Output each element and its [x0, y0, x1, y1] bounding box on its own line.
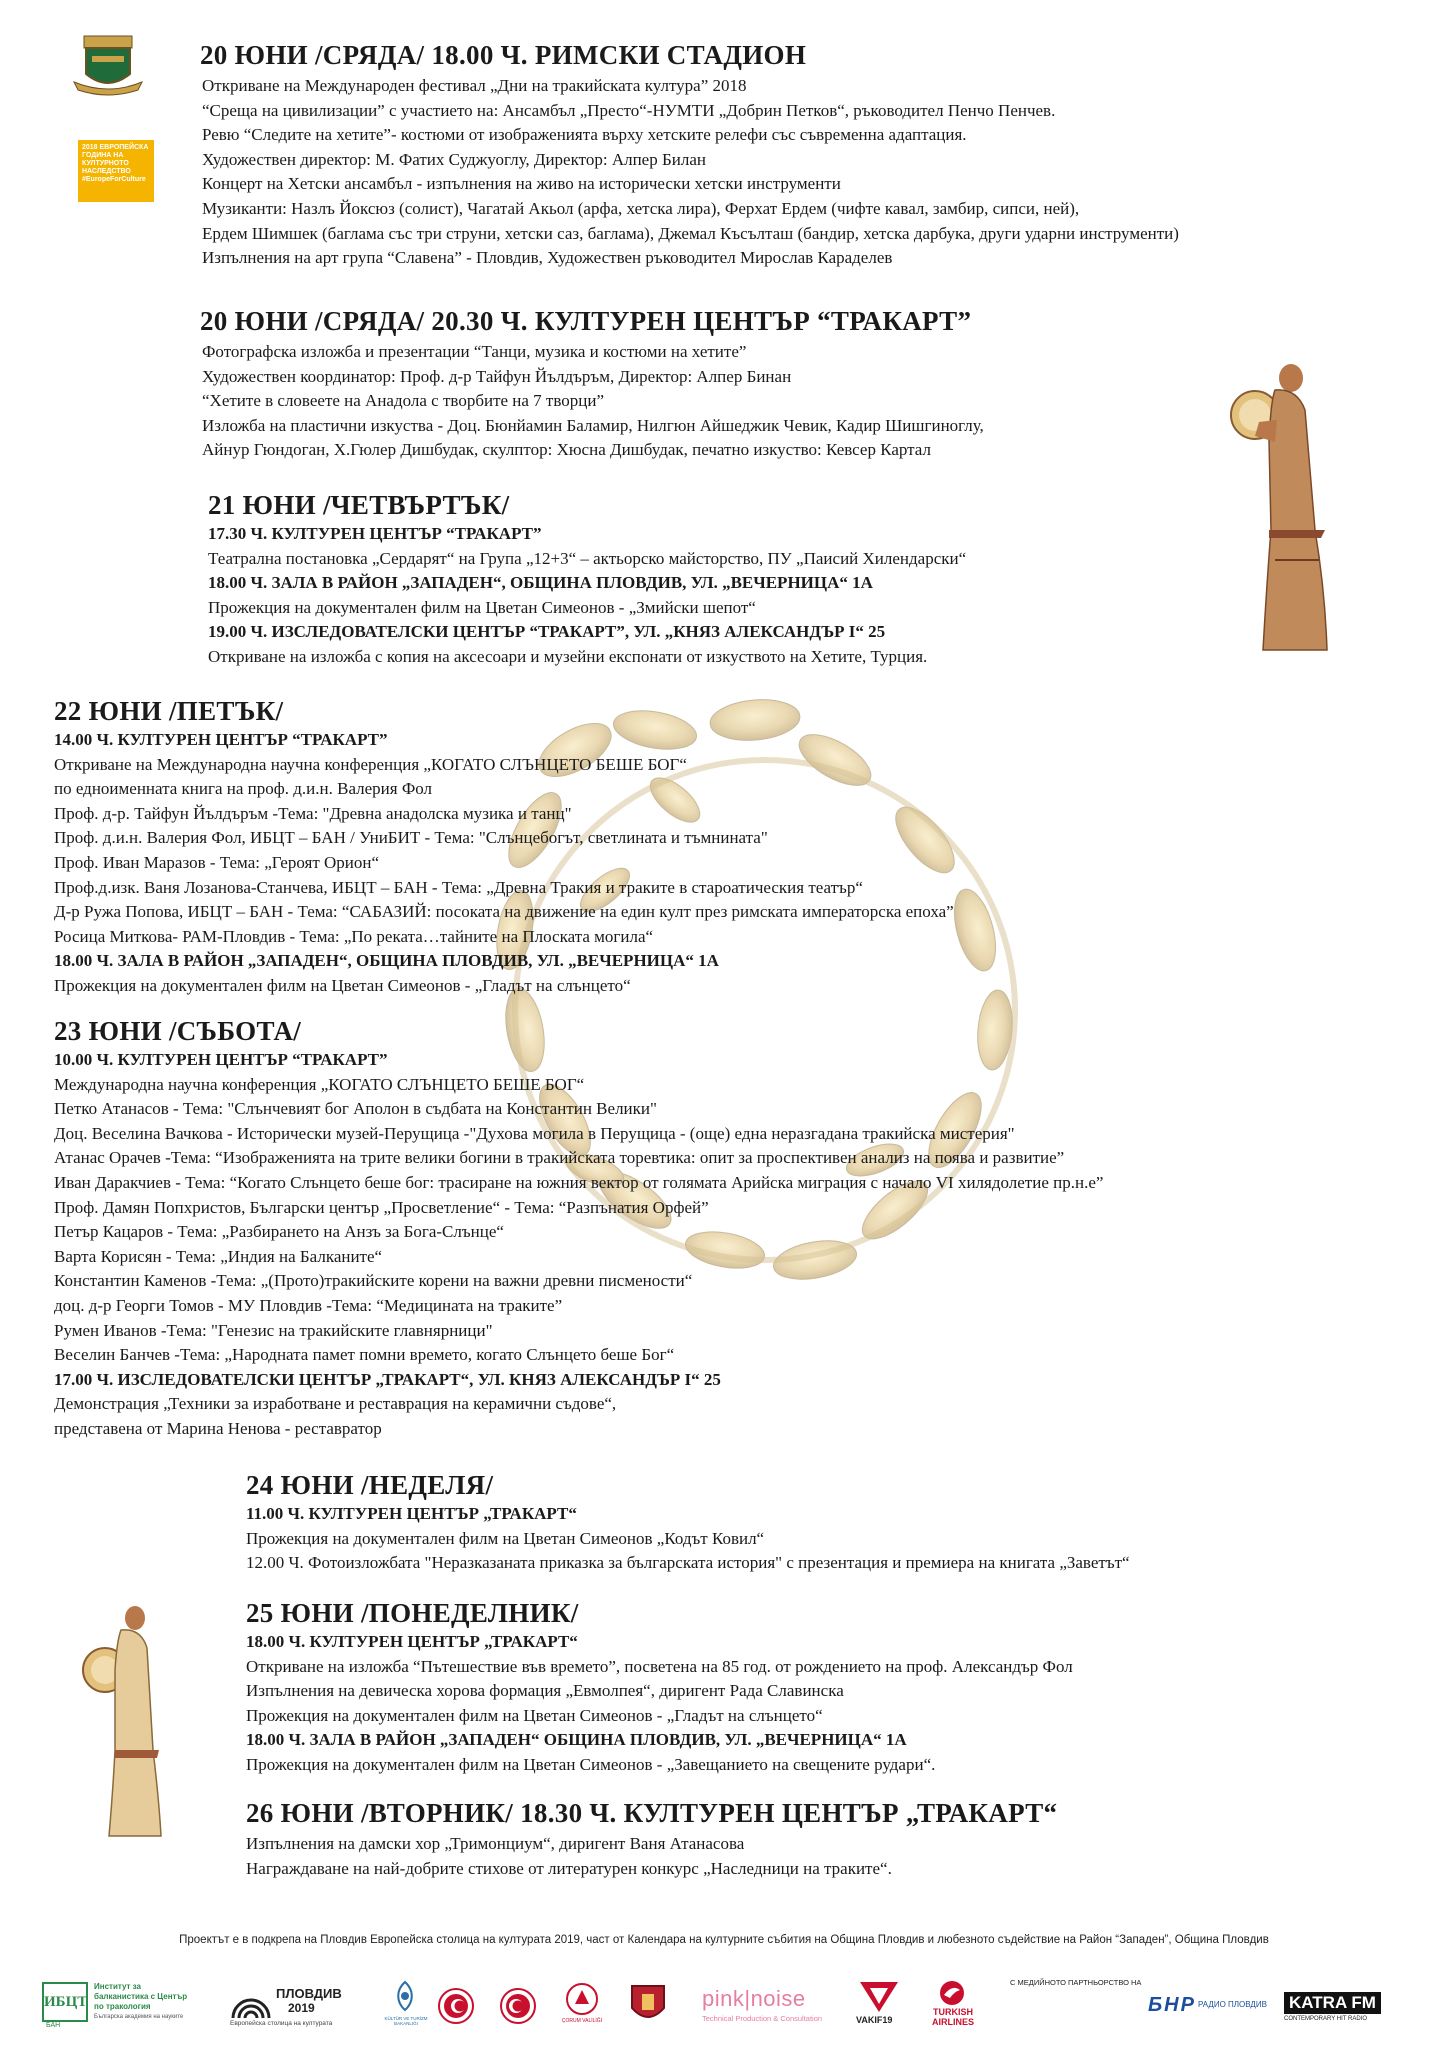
municipal-crest-icon: [624, 1980, 672, 2028]
ministry-label: KÜLTÜR VE TURİZM BAKANLIĞI: [384, 2016, 428, 2026]
event-line: Атанас Орачев -Тема: “Изображенията на трите велики богини в тракийската торевтика: опит за проспективен анализ на поява и развитие”: [54, 1148, 1065, 1168]
event-line: Откриване на Международен фестивал „Дни на тракийската култура” 2018: [202, 76, 747, 95]
event-line: Прожекция на документален филм на Цветан Симеонов „Кодът Ковил“: [246, 1528, 765, 1548]
turkish-airlines-logo: [918, 1980, 988, 2028]
plovdiv-sub: Европейска столица на културата: [230, 2020, 333, 2027]
ibct-monogram: [42, 1982, 88, 2022]
thracian-figure-small-image: [75, 1600, 175, 1840]
plovdiv-arc-icon: [230, 1988, 272, 2020]
section-body-jun23: [54, 1048, 1103, 1442]
section-heading-jun26: 26 ЮНИ /ВТОРНИК/ 18.30 Ч. КУЛТУРЕН ЦЕНТЪР „ТРАКАРТ“: [246, 1798, 1058, 1828]
katra-sub: CONTEMPORARY HIT RADIO: [1284, 2016, 1368, 2022]
section-heading-jun22: 22 ЮНИ /ПЕТЪК/: [54, 696, 284, 726]
event-line: Международна научна конференция „КОГАТО СЛЪНЦЕТО БЕШЕ БОГ“: [54, 1074, 585, 1094]
section-body-jun25: [246, 1630, 1073, 1778]
event-line: Откриване на изложба с копия на аксесоари и музейни експонати от изкуството на Хетите, Турция.: [208, 646, 928, 666]
ibct-short-label: ИБЦТ: [44, 1994, 88, 2010]
event-line: Ердем Шимшек (баглама със три струни, хетски саз, баглама), Джемал Късълташ (бандир, хетска дарбука, други ударни инструменти): [202, 223, 1179, 243]
ibct-sub: Българска академия на науките: [94, 2014, 184, 2020]
event-line: Художествен координатор: Проф. д-р Тайфун Йълдъръм, Директор: Алпер Бинан: [202, 366, 792, 386]
section-body-jun21: [208, 522, 966, 670]
ministry-culture-turkey-logo: [378, 1980, 434, 2028]
event-line: 18.00 Ч. ЗАЛА В РАЙОН „ЗАПАДЕН“, ОБЩИНА ПЛОВДИВ, УЛ. „ВЕЧЕРНИЦА“ 1А: [208, 573, 873, 593]
event-line: 17.30 Ч. КУЛТУРЕН ЦЕНТЪР “ТРАКАРТ”: [208, 524, 542, 543]
event-line: 10.00 Ч. КУЛТУРЕН ЦЕНТЪР “ТРАКАРТ”: [54, 1050, 388, 1069]
pinknoise-logo: [702, 1986, 832, 2028]
event-line: Театрална постановка „Сердарят“ на Група „12+3“ – актьорско майсторство, ПУ „Паисий Хилендарски“: [208, 548, 967, 568]
event-line: Изпълнения на арт група “Славена” - Пловдив, Художествен ръководител Мирослав Караделев: [202, 248, 893, 268]
ibct-logo: [42, 1982, 192, 2028]
event-line: Петър Кацаров - Тема: „Разбирането на Анзъ за Бога-Слънце“: [54, 1222, 504, 1242]
event-line: 11.00 Ч. КУЛТУРЕН ЦЕНТЪР „ТРАКАРТ“: [246, 1504, 577, 1523]
event-line: Росица Миткова- РАМ-Пловдив - Тема: „По реката…тайните на Плоската могила“: [54, 926, 654, 946]
turkish-airlines-bird-icon: [938, 1980, 966, 2006]
event-line: 12.00 Ч. Фотоизложбата "Неразказаната приказка за българската история" с презентация и премиера на книгата „Заветът“: [246, 1553, 1130, 1573]
event-line: 19.00 Ч. ИЗСЛЕДОВАТЕЛСКИ ЦЕНТЪР “ТРАКАРТ”, УЛ. „КНЯЗ АЛЕКСАНДЪР I“ 25: [208, 622, 886, 642]
section-heading-jun25: 25 ЮНИ /ПОНЕДЕЛНИК/: [246, 1598, 579, 1628]
event-line: Музиканти: Назлъ Йоксюз (солист), Чагатай Акьол (арфа, хетска лира), Ферхат Ердем (чифте кавал, замбир, сипси, ней),: [202, 198, 1080, 218]
vakif19-logo: [852, 1980, 906, 2028]
pinknoise-label: pink|noise: [702, 1986, 806, 2011]
event-line: Румен Иванов -Тема: "Генезис на тракийските главнярници": [54, 1320, 493, 1340]
pinknoise-sub: Technical Production & Consultation: [702, 2014, 823, 2023]
event-line: 14.00 Ч. КУЛТУРЕН ЦЕНТЪР “ТРАКАРТ”: [54, 730, 388, 749]
thracian-figure-with-tambourine-image: [1215, 360, 1345, 660]
section-heading-jun24: 24 ЮНИ /НЕДЕЛЯ/: [246, 1470, 494, 1500]
event-line: 18.00 Ч. ЗАЛА В РАЙОН „ЗАПАДЕН“ ОБЩИНА ПЛОВДИВ, УЛ. „ВЕЧЕРНИЦА“ 1А: [246, 1730, 907, 1750]
event-line: Прожекция на документален филм на Цветан Симеонов - „Гладът на слънцето“: [54, 975, 631, 995]
media-partner-label: С МЕДИЙНОТО ПАРТНЬОРСТВО НА: [1010, 1978, 1142, 1987]
turkish-emblem-icon-1: [438, 1988, 474, 2024]
section-heading-jun20-trakart: 20 ЮНИ /СРЯДА/ 20.30 Ч. КУЛТУРЕН ЦЕНТЪР “ТРАКАРТ”: [200, 306, 972, 336]
event-line: Демонстрация „Техники за изработване и реставрация на керамични съдове“,: [54, 1394, 617, 1414]
section-heading-jun21: 21 ЮНИ /ЧЕТВЪРТЪК/: [208, 490, 510, 520]
plovdiv-2019-logo: [230, 1984, 360, 2028]
section-body-jun24: [246, 1502, 1130, 1576]
event-line: Константин Каменов -Тема: „(Прото)тракийските корени на важни древни писмености“: [54, 1271, 693, 1291]
plovdiv-coat-of-arms-icon: [72, 34, 144, 98]
section-body-jun26: [246, 1832, 892, 1881]
event-line: Доц. Веселина Вачкова - Исторически музей-Перущица -"Духова могила в Перущица - (още) една неразгадана тракийска мистерия": [54, 1123, 1015, 1143]
event-line: Прожекция на документален филм на Цветан Симеонов - „Гладът на слънцето“: [246, 1705, 823, 1725]
event-line: 17.00 Ч. ИЗСЛЕДОВАТЕЛСКИ ЦЕНТЪР „ТРАКАРТ“, УЛ. КНЯЗ АЛЕКСАНДЪР I“ 25: [54, 1369, 721, 1389]
event-line: Изпълнения на девическа хорова формация „Евмолпея“, диригент Рада Славинска: [246, 1681, 844, 1701]
event-line: Проф. д.и.н. Валерия Фол, ИБЦТ – БАН / УниБИТ - Тема: "Слънцебогът, светлината и тъмнината": [54, 828, 768, 848]
footer-sponsorship-note: Проектът е в подкрепа на Пловдив Европейска столица на културата 2019, част от Календара на културните събития на Община Пловдив и любезното съдействие на Район “Западен”, Община Пловдив: [179, 1934, 1269, 1946]
event-line: Прожекция на документален филм на Цветан Симеонов - „Змийски шепот“: [208, 597, 756, 617]
event-line: “Среща на цивилизации” с участието на: Ансамбъл „Престо“-НУМТИ „Добрин Петков“, ръководител Пенчо Пенчев.: [202, 100, 1056, 120]
section-body-jun20-stadium: [202, 74, 1179, 271]
event-line: 18.00 Ч. КУЛТУРЕН ЦЕНТЪР „ТРАКАРТ“: [246, 1632, 578, 1651]
event-line: Проф. Дамян Попхристов, Български център „Просветление“ - Тема: “Разпънатия Орфей”: [54, 1197, 709, 1217]
plovdiv-year: 2019: [288, 2001, 315, 2015]
ecoc-badge-text: 2018 ЕВРОПЕЙСКА ГОДИНА НА КУЛТУРНОТО НАСЛЕДСТВО #EuropeForCulture: [82, 144, 149, 183]
event-line: Фотографска изложба и презентации “Танци, музика и костюми на хетите”: [202, 342, 747, 361]
katra-fm-logo: [1284, 1992, 1404, 2026]
section-body-jun22: [54, 728, 954, 999]
event-line: Д-р Ружа Попова, ИБЦТ – БАН - Тема: “САБАЗИЙ: посоката на движение на един култ през римската императорска епоха”: [54, 902, 954, 922]
event-line: Иван Даракчиев - Тема: “Когато Слънцето беше бог: трасиране на южния вектор от голямата Арийска миграция с начало VI хилядолетие пр.н.е”: [54, 1172, 1104, 1192]
event-line: Изпълнения на дамски хор „Тримонциум“, диригент Ваня Атанасова: [246, 1834, 745, 1853]
event-line: Проф. д-р. Тайфун Йълдъръм -Тема: "Древна анадолска музика и танц": [54, 803, 572, 823]
event-line: представена от Марина Ненова - реставратор: [54, 1418, 382, 1438]
event-line: Прожекция на документален филм на Цветан Симеонов - „Завещанието на свещените рудари“.: [246, 1754, 936, 1774]
bnr-sub: РАДИО ПЛОВДИВ: [1198, 2000, 1267, 2009]
event-line: 18.00 Ч. ЗАЛА В РАЙОН „ЗАПАДЕН“, ОБЩИНА ПЛОВДИВ, УЛ. „ВЕЧЕРНИЦА“ 1А: [54, 951, 719, 971]
event-line: по едноименната книга на проф. д.и.н. Валерия Фол: [54, 779, 433, 799]
bas-label: БАН: [46, 2022, 61, 2029]
event-line: Варта Корисян - Тема: „Индия на Балканите“: [54, 1246, 383, 1266]
section-heading-jun23: 23 ЮНИ /СЪБОТА/: [54, 1016, 302, 1046]
vakif-label: VAKIF19: [856, 2015, 893, 2025]
event-line: Откриване на Международна научна конференция „КОГАТО СЛЪНЦЕТО БЕШЕ БОГ“: [54, 754, 687, 774]
event-line: Проф.д.изк. Ваня Лозанова-Станчева, ИБЦТ – БАН - Тема: „Древна Тракия и траките в староатическия театър“: [54, 877, 863, 897]
ibct-name: Институт за балканистика с Център по тракология: [94, 1982, 188, 2011]
event-line: Художествен директор: М. Фатих Суджуоглу, Директор: Алпер Билан: [202, 149, 706, 169]
ecoc-2018-badge: [78, 140, 154, 202]
event-line: Изложба на пластични изкуства - Доц. Бюнйамин Баламир, Нилгюн Айшеджик Чевик, Кадир Шишгиноглу,: [202, 415, 984, 435]
plovdiv-label: ПЛОВДИВ: [276, 1986, 342, 2001]
corum-label: ÇORUM VALİLİĞİ: [561, 2018, 603, 2024]
bnr-radio-plovdiv-logo: [1148, 1994, 1267, 2028]
bnr-label: БНР: [1148, 1994, 1196, 2016]
event-line: Откриване на изложба “Пътешествие във времето”, посветена на 85 год. от рождението на проф. Александър Фол: [246, 1656, 1073, 1676]
airlines-label: AIRLINES: [931, 2017, 974, 2027]
event-line: Награждаване на най-добрите стихове от литературен конкурс „Наследници на траките“.: [246, 1858, 892, 1878]
turkish-emblem-icon-2: [500, 1988, 536, 2024]
vakif-emblem-icon: [858, 1980, 900, 2014]
section-heading-jun20-stadium: 20 ЮНИ /СРЯДА/ 18.00 Ч. РИМСКИ СТАДИОН: [200, 40, 807, 70]
event-line: Айнур Гюндоган, Х.Гюлер Дишбудак, скулптор: Хюсна Дишбудак, печатно изкуство: Кевсер Картал: [202, 440, 931, 460]
section-body-jun20-trakart: [202, 340, 984, 463]
katra-label: KATRA FM: [1284, 1992, 1381, 2014]
turkish-label: TURKISH: [933, 2007, 973, 2017]
event-line: Петко Атанасов - Тема: "Слънчевият бог Аполон в съдбата на Константин Велики": [54, 1099, 657, 1119]
event-line: доц. д-р Георги Томов - МУ Пловдив -Тема: “Медицината на траките”: [54, 1295, 563, 1315]
event-line: “Хетите в словеете на Анадола с творбите на 7 творци”: [202, 391, 605, 411]
event-line: Веселин Банчев -Тема: „Народната памет помни времето, когато Слънцето беше Бог“: [54, 1345, 675, 1365]
event-line: Проф. Иван Маразов - Тема: „Героят Орион“: [54, 852, 380, 872]
event-line: Концерт на Хетски ансамбъл - изпълнения на живо на исторически хетски инструменти: [202, 174, 841, 194]
event-line: Ревю “Следите на хетите”- костюми от изображенията върху хетските релефи със съвременна адаптация.: [202, 125, 967, 145]
tulip-icon: [392, 1980, 418, 2014]
corum-emblem-icon: [566, 1982, 598, 2016]
corum-governorship-logo: [560, 1982, 604, 2028]
